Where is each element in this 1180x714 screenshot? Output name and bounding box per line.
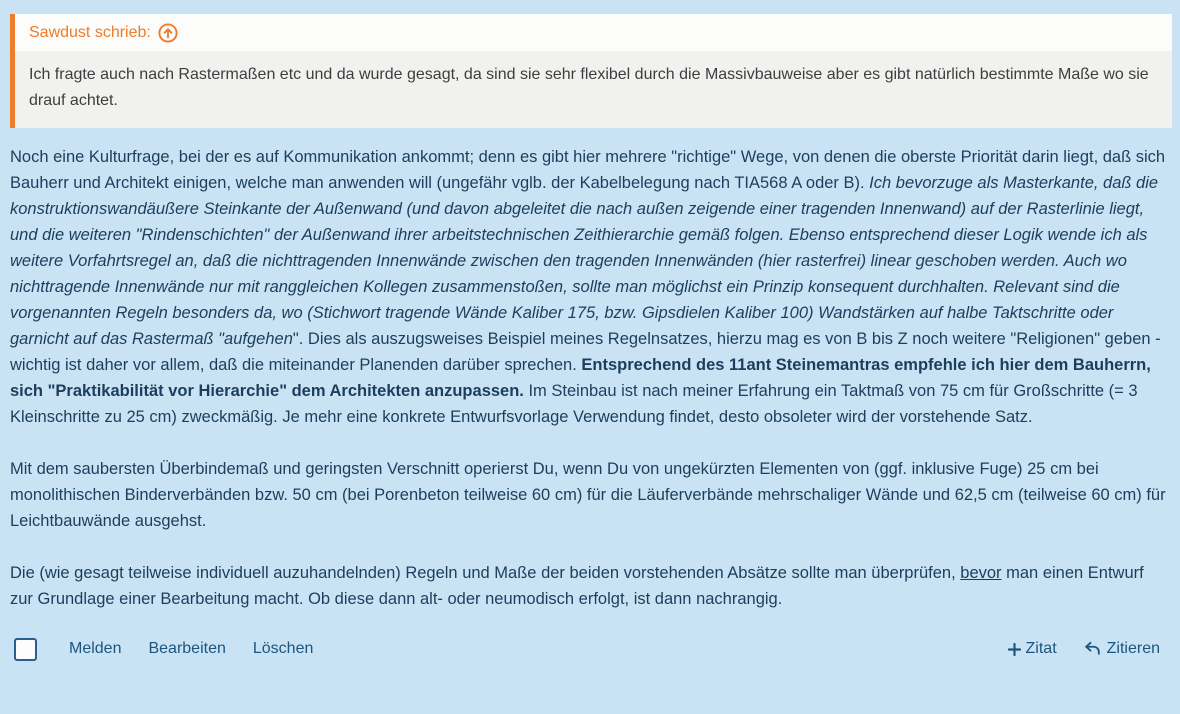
post-paragraph: Die (wie gesagt teilweise individuell auzuhandelnden) Regeln und Maße der beiden vorstehenden Absätze sollte man überprüfen, bevor man einen Entwurf zur Grundlage einer Bearbeitung macht. Ob diese dann alt- oder neumodisch erfolgt, ist dann nachrangig.: [10, 563, 1144, 608]
quote-text: Ich fragte auch nach Rastermaßen etc und da wurde gesagt, da sind sie sehr flexibel durch die Massivbauweise aber es gibt natürlich bestimmte Maße wo sie drauf achtet.: [15, 51, 1172, 128]
reply-quote-label: Zitieren: [1106, 640, 1160, 658]
select-post-checkbox[interactable]: [14, 638, 37, 661]
delete-link[interactable]: Löschen: [252, 640, 314, 658]
plus-icon: [1008, 643, 1021, 656]
post-body: [10, 144, 1172, 612]
quote-block: [10, 14, 1172, 128]
report-link[interactable]: Melden: [69, 640, 122, 658]
post-paragraph: Noch eine Kulturfrage, bei der es auf Kommunikation ankommt; denn es gibt hier mehrere "richtige" Wege, von denen die oberste Priorität darin liegt, daß sich Bauherr und Architekt einigen, welche man anwenden will (ungefähr vglb. der Kabelbelegung nach TIA568 A oder B). Ich bevorzuge als Masterkante, daß die konstruktionswandäußere Steinkante der Außenwand (und davon abgeleitet die nach außen zeigende einer tragenden Innenwand) auf der Rasterlinie liegt, und die weiteren "Rindenschichten" der Außenwand ihrer arbeitstechnischen Zeithierarchie gemäß folgen. Ebenso entsprechend dieser Logik wende ich als weitere Vorfahrtsregel an, daß die nichttragenden Innenwände zwischen den tragenden Innenwänden (hier rasterfrei) linear geschoben werden. Auch wo nichttragende Innenwände nur mit ranggleichen Kollegen zusammenstoßen, sollte man möglichst ein Prinzip konsequent durchhalten. Relevant sind die vorgenannten Regeln besonders da, wo (Stichwort tragende Wände Kaliber 175, bzw. Gipsdielen Kaliber 100) Wandstärken auf halbe Taktschritte oder garnicht auf das Rastermaß "aufgehen". Dies als auszugsweises Beispiel meines Regelnsatzes, hierzu mag es von B bis Z noch weitere "Religionen" geben - wichtig ist daher vor allem, daß die miteinander Planenden darüber sprechen. Entsprechend des 11ant Steinemantras empfehle ich hier dem Bauherrn, sich "Praktikabilität vor Hierarchie" dem Architekten anzupassen. Im Steinbau ist nach meiner Erfahrung ein Taktmaß von 75 cm für Großschritte (= 3 Kleinschritte zu 25 cm) zweckmäßig. Je mehr eine konkrete Entwurfsvorlage Verwendung findet, desto obsoleter wird der vorstehende Satz.: [10, 147, 1166, 426]
add-quote-label: Zitat: [1025, 640, 1057, 658]
post-paragraph: Mit dem saubersten Überbindemaß und geringsten Verschnitt operierst Du, wenn Du von ungekürzten Elementen von (ggf. inklusive Fuge) 25 cm bei monolithischen Binderverbänden bzw. 50 cm (bei Porenbeton teilweise 60 cm) für die Läuferverbände mehrschaliger Wände und 62,5 cm (teilweise 60 cm) für Leichtbauwände ausgehst.: [10, 459, 1166, 530]
reply-icon: [1083, 640, 1102, 659]
footer-right-actions: [1008, 640, 1160, 659]
add-quote-button[interactable]: [1008, 640, 1057, 658]
footer-left-actions: [14, 638, 313, 661]
quote-author-label: Sawdust schrieb:: [29, 24, 151, 41]
edit-link[interactable]: Bearbeiten: [148, 640, 226, 658]
reply-quote-button[interactable]: [1083, 640, 1160, 659]
arrow-up-circle-icon[interactable]: [158, 23, 178, 43]
post-footer: [10, 638, 1172, 661]
quote-header: [15, 14, 1172, 51]
